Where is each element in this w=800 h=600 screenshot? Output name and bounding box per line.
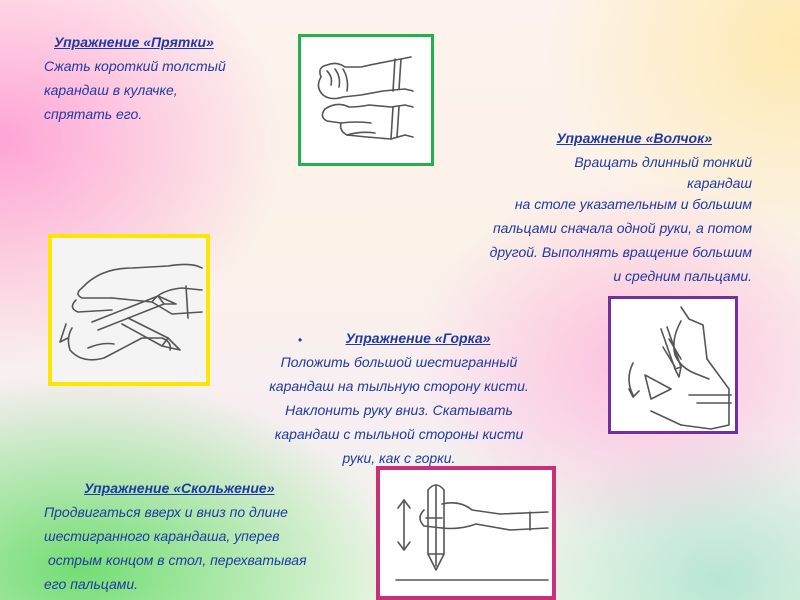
exercise-hide-line: карандаш в кулачке, xyxy=(44,82,178,98)
pencil-on-hand-drawing xyxy=(52,238,206,382)
exercise-glide-line: шестигранного карандаша, уперев xyxy=(44,528,280,544)
exercise-top-line: пальцами сначала одной руки, а потом xyxy=(492,220,752,236)
exercise-slide-line: руки, как с горки. xyxy=(342,450,456,466)
exercise-slide-text xyxy=(226,326,572,470)
exercise-glide-line: острым концом в стол, перехватывая xyxy=(48,552,307,568)
exercise-top-line: и средним пальцами. xyxy=(613,268,752,284)
exercise-hide-line: спрятать его. xyxy=(44,106,143,122)
exercise-slide-line: Наклонить руку вниз. Скатывать xyxy=(285,402,513,418)
exercise-glide-line: его пальцами. xyxy=(44,576,139,592)
exercise-slide-line: Положить большой шестигранный xyxy=(280,354,518,370)
exercise-top-title: Упражнение «Волчок» xyxy=(556,130,712,146)
pencil-rotation-drawing xyxy=(611,299,735,431)
glide-illustration xyxy=(376,466,556,600)
exercise-hide-title: Упражнение «Прятки» xyxy=(54,34,214,50)
exercise-slide-line: карандаш на тыльную сторону кисти. xyxy=(269,378,529,394)
exercise-slide-title: Упражнение «Горка» xyxy=(345,330,491,346)
exercise-top-line: на столе указательным и большим xyxy=(514,196,752,212)
exercise-top-line: Вращать длинный тонкий xyxy=(574,154,752,170)
exercise-top-line: карандаш xyxy=(687,175,752,191)
slide-illustration xyxy=(608,296,738,434)
top-illustration xyxy=(48,234,210,386)
exercise-hide-text xyxy=(44,30,226,126)
exercise-glide-line: Продвигаться вверх и вниз по длине xyxy=(44,504,288,520)
exercise-glide-text xyxy=(44,476,307,596)
exercise-slide-line: карандаш с тыльной стороны кисти xyxy=(274,426,524,442)
exercise-glide-title: Упражнение «Скольжение» xyxy=(84,480,275,496)
exercise-top-text xyxy=(392,126,752,288)
exercise-slide-bullet: • xyxy=(298,333,303,347)
exercise-hide-line: Сжать короткий толстый xyxy=(44,58,226,74)
exercise-top-line: другой. Выполнять вращение большим xyxy=(489,244,752,260)
pencil-vertical-grip-drawing xyxy=(380,470,552,596)
